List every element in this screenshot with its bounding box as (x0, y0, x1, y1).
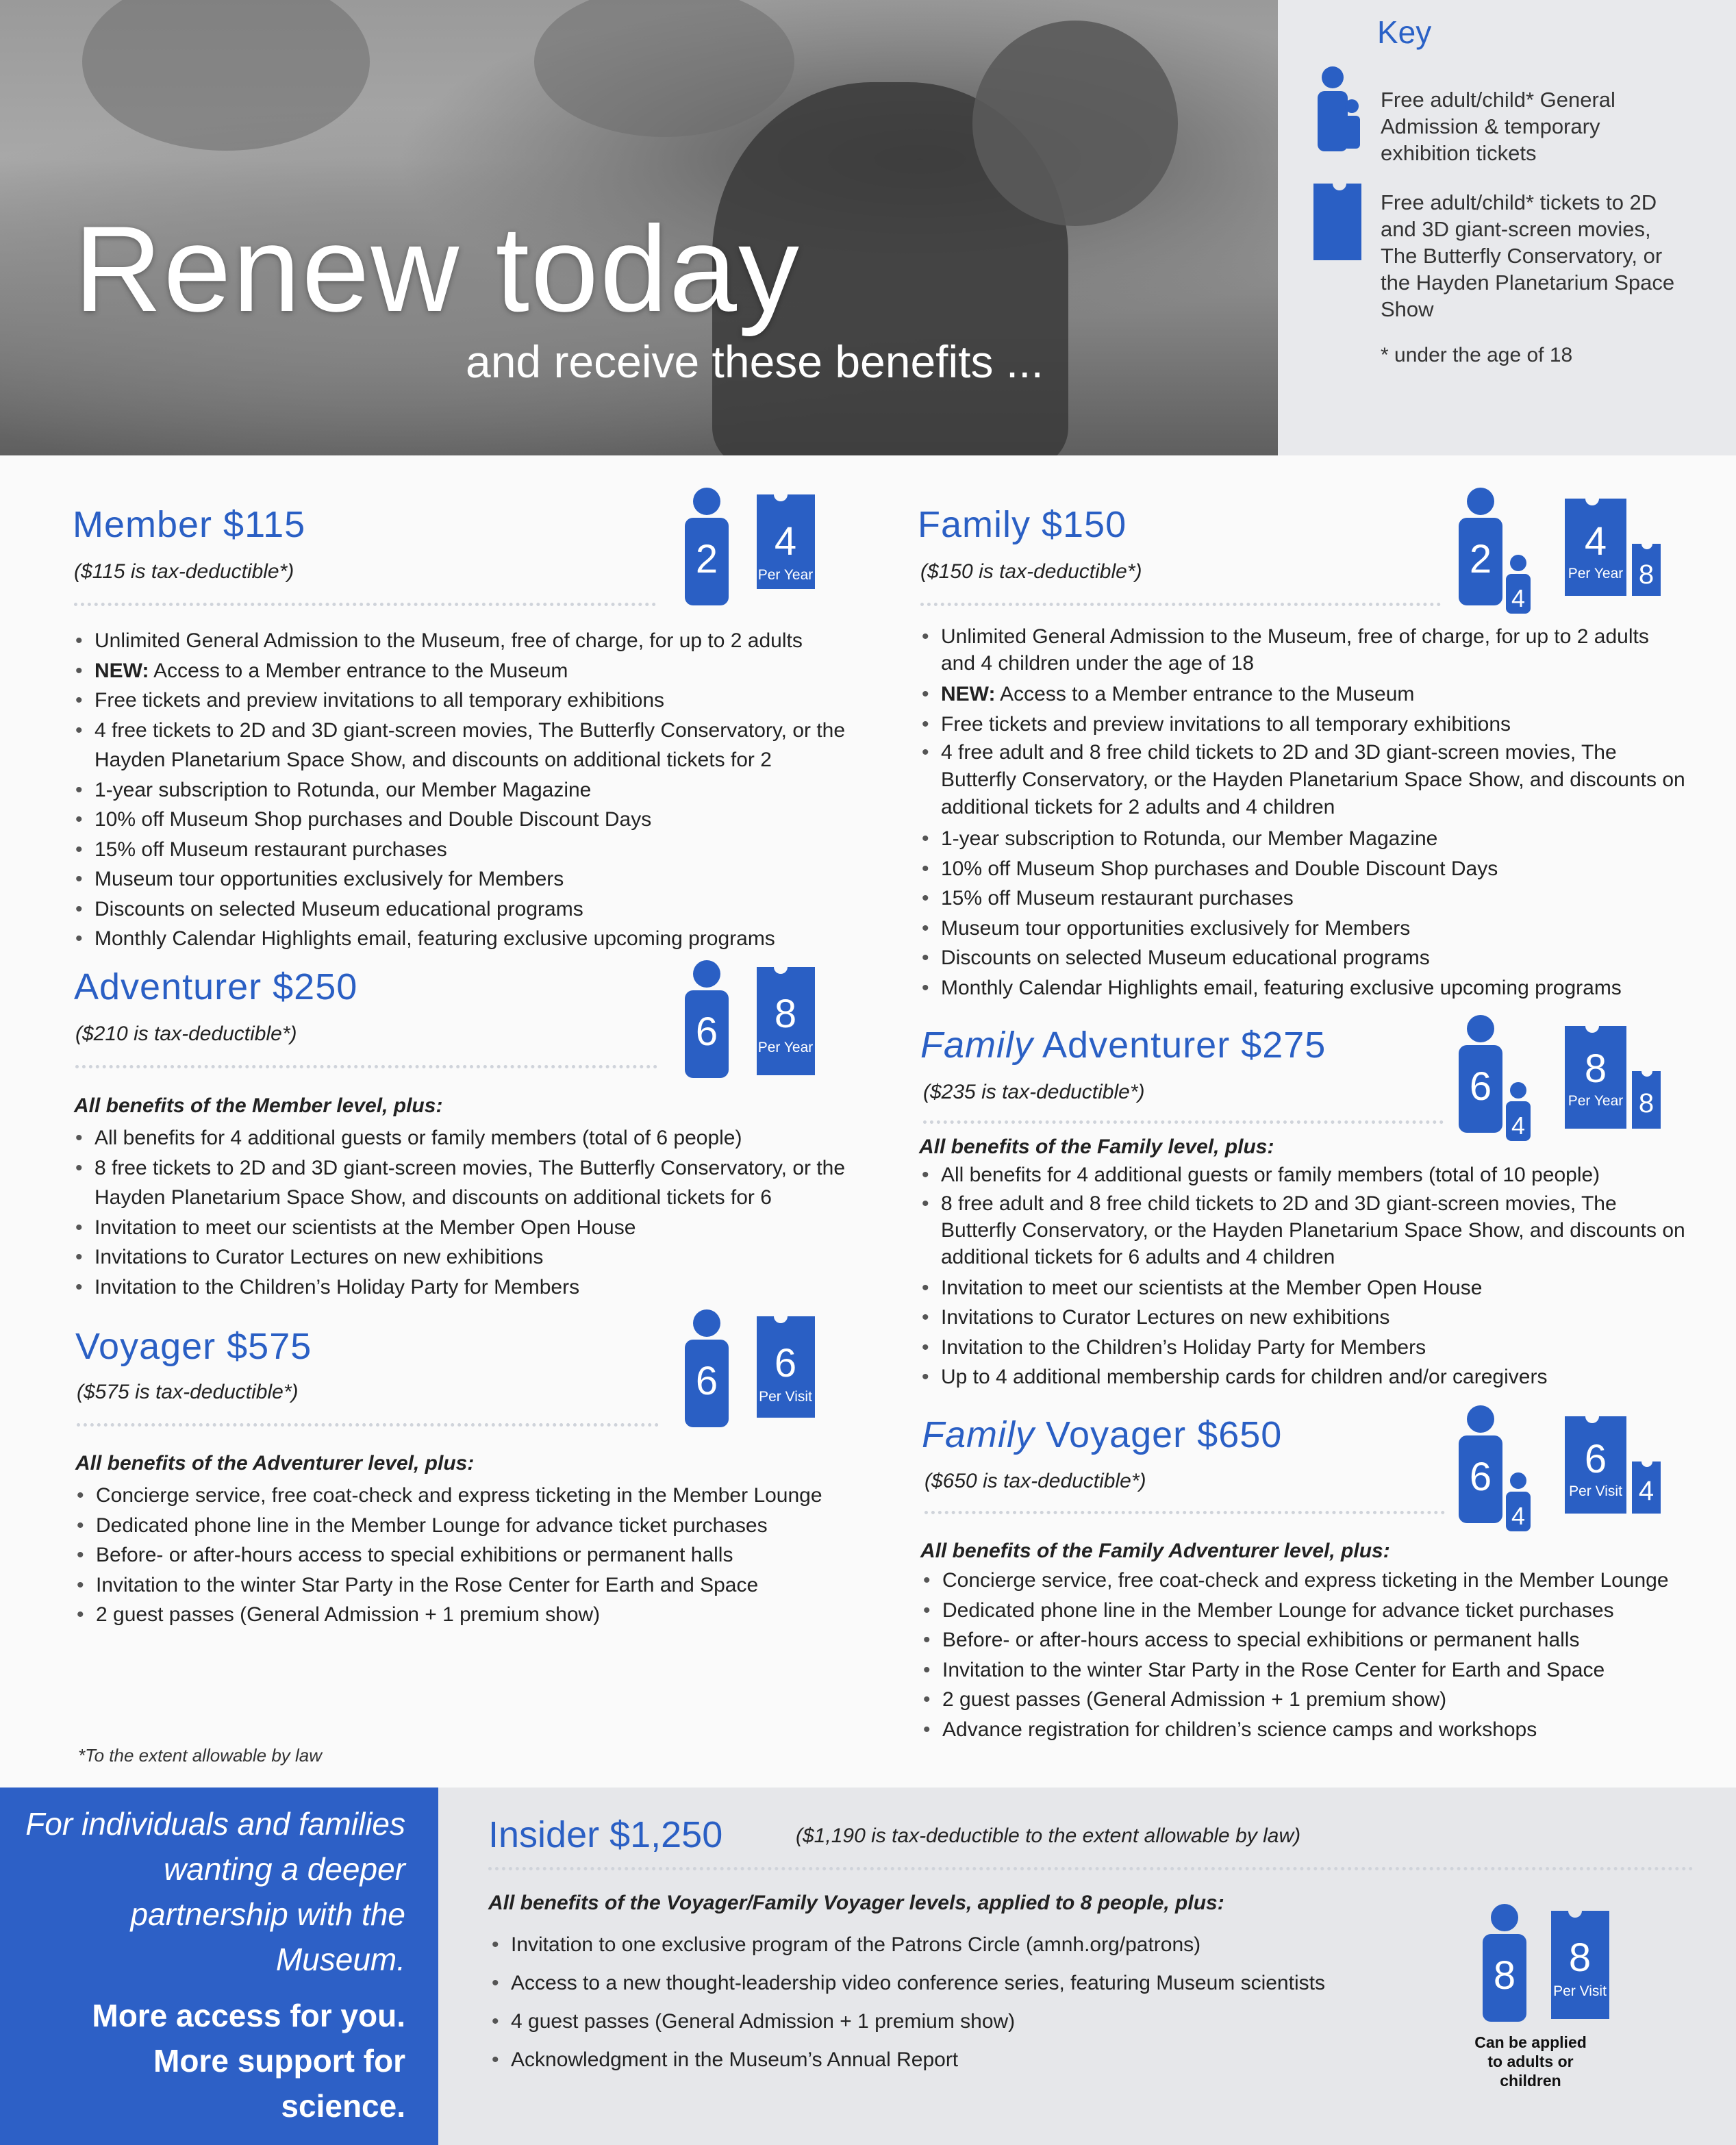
tier-tax-insider: ($1,190 is tax-deductible to the extent allowable by law) (796, 1824, 1301, 1847)
member-per: Per Year (757, 567, 814, 583)
list-item: • 10% off Museum Shop purchases and Double Discount Days (920, 854, 1687, 884)
family-people: 2 (1469, 537, 1492, 581)
list-item: • 8 free tickets to 2D and 3D giant-screen movies, The Butterfly Conservatory, or the Hayden Planetarium Space Show, and discounts on additional tickets for 6 (74, 1153, 861, 1213)
list-item: • Concierge service, free coat-check and express ticketing in the Member Lounge (922, 1566, 1689, 1596)
list-item: • All benefits for 4 additional guests or family members (total of 6 people) (74, 1123, 861, 1153)
list-item: • Invitations to Curator Lectures on new exhibitions (920, 1303, 1687, 1333)
list-item: • Invitation to the winter Star Party in the Rose Center for Earth and Space (922, 1655, 1689, 1685)
list-item: • Invitation to meet our scientists at the Member Open House (74, 1213, 861, 1243)
list-item: • Free tickets and preview invitations to all temporary exhibitions (74, 686, 861, 716)
member-people: 2 (695, 537, 718, 581)
voyager-tickets: 6 (774, 1341, 797, 1385)
divider (920, 603, 1441, 606)
hero-subtitle: and receive these benefits ... (466, 336, 1044, 387)
key-heading: Key (1377, 14, 1432, 50)
list-item: • Dedicated phone line in the Member Lounge for advance ticket purchases (75, 1511, 863, 1541)
tier-title-adventurer: Adventurer $250 (74, 966, 358, 1007)
hero-banner (0, 0, 1278, 455)
list-item: • Before- or after-hours access to special exhibitions or permanent halls (922, 1625, 1689, 1655)
tier-tax-family: ($150 is tax-deductible*) (920, 560, 1142, 583)
fv-per: Per Visit (1569, 1483, 1622, 1499)
list-item: • Invitation to the Children’s Holiday Party for Members (74, 1272, 861, 1303)
divider (923, 1120, 1444, 1124)
adventurer-benefits (74, 1123, 861, 1302)
list-item: • Before- or after-hours access to special exhibitions or permanent halls (75, 1540, 863, 1570)
insider-promo (0, 1788, 438, 2145)
list-item: • 10% off Museum Shop purchases and Double Discount Days (74, 805, 861, 835)
list-item: • Discounts on selected Museum educational programs (74, 894, 861, 925)
voyager-per: Per Visit (759, 1389, 812, 1405)
family-tickets: 4 (1584, 519, 1607, 564)
family-voyager-intro: All benefits of the Family Adventurer level, plus: (920, 1540, 1390, 1562)
tier-tax-member: ($115 is tax-deductible*) (74, 560, 294, 583)
list-item: • 2 guest passes (General Admission + 1 premium show) (922, 1685, 1689, 1715)
insider-tickets: 8 (1568, 1935, 1592, 1980)
tier-tax-voyager: ($575 is tax-deductible*) (77, 1381, 299, 1403)
list-item: • 1-year subscription to Rotunda, our Member Magazine (920, 824, 1687, 854)
fa-child-tickets: 8 (1638, 1088, 1655, 1118)
member-benefits (74, 626, 861, 954)
fa-tickets: 8 (1584, 1046, 1607, 1091)
family-benefits (920, 623, 1687, 1003)
voyager-intro: All benefits of the Adventurer level, plus: (75, 1452, 475, 1475)
list-item: • Museum tour opportunities exclusively for Members (74, 864, 861, 894)
family-count-icon (1455, 486, 1674, 616)
person-icon (1312, 65, 1360, 154)
list-item: • Up to 4 additional membership cards for children and/or caregivers (920, 1362, 1687, 1392)
insider-intro: All benefits of the Voyager/Family Voyager levels, applied to 8 people, plus: (488, 1892, 1224, 1914)
list-item: • Unlimited General Admission to the Museum, free of charge, for up to 2 adults and 4 children under the age of 18 (920, 623, 1687, 677)
tier-tax-family-adventurer: ($235 is tax-deductible*) (923, 1081, 1145, 1103)
insider-count-icon (1479, 1903, 1616, 2026)
adventurer-people: 6 (695, 1009, 718, 1054)
list-item: • 4 guest passes (General Admission + 1 premium show) (490, 2003, 1449, 2041)
list-item: • 1-year subscription to Rotunda, our Member Magazine (74, 775, 861, 805)
family-voyager-benefits (922, 1566, 1689, 1744)
list-item: • 4 free tickets to 2D and 3D giant-screen movies, The Butterfly Conservatory, or the Hayden Planetarium Space Show, and discounts on additional tickets for 2 (74, 716, 861, 775)
list-item: • Unlimited General Admission to the Museum, free of charge, for up to 2 adults (74, 626, 861, 656)
family-adventurer-benefits (920, 1160, 1687, 1392)
hero-title: Renew today (74, 201, 801, 337)
family-adventurer-intro: All benefits of the Family level, plus: (919, 1136, 1274, 1158)
list-item: • Invitation to the Children’s Holiday Party for Members (920, 1333, 1687, 1363)
footnote: *To the extent allowable by law (78, 1745, 323, 1766)
fa-children: 4 (1511, 1112, 1526, 1140)
tier-tax-adventurer: ($210 is tax-deductible*) (75, 1023, 297, 1045)
list-item: • 15% off Museum restaurant purchases (74, 835, 861, 865)
list-item: • Advance registration for children’s science camps and workshops (922, 1715, 1689, 1745)
new-label: NEW: (95, 659, 149, 682)
adventurer-per: Per Year (757, 1040, 814, 1055)
member-tickets: 4 (774, 519, 797, 564)
divider (75, 1065, 657, 1068)
person-count-icon (681, 1308, 818, 1431)
list-item: • Monthly Calendar Highlights email, featuring exclusive upcoming programs (920, 973, 1687, 1003)
key-item-tickets: Free adult/child* tickets to 2D and 3D giant-screen movies, The Butterfly Conservatory, or the Hayden Planetarium Space Show (1381, 190, 1675, 321)
key-note: * under the age of 18 (1381, 344, 1573, 366)
tier-title-family-adventurer: Family Adventurer $275 (920, 1025, 1326, 1066)
insider-caption: Can be applied to adults or children (1474, 2033, 1587, 2090)
list-item: • NEW: Access to a Member entrance to the Museum (74, 656, 861, 686)
list-item: • Free tickets and preview invitations to all temporary exhibitions (920, 710, 1687, 740)
family-per: Per Year (1568, 566, 1624, 581)
family-count-icon (1455, 1014, 1674, 1144)
list-item: • 4 free adult and 8 free child tickets to 2D and 3D giant-screen movies, The Butterfly Conservatory, or the Hayden Planetarium Space Show, and discounts on additional tickets for 2 adults and 4 children (920, 739, 1687, 821)
list-item: • Discounts on selected Museum educational programs (920, 943, 1687, 973)
list-item: • Invitation to one exclusive program of the Patrons Circle (amnh.org/patrons) (490, 1926, 1449, 1964)
fv-child-tickets: 4 (1638, 1476, 1655, 1506)
family-count-icon (1455, 1404, 1674, 1534)
divider (74, 603, 656, 606)
insider-people: 8 (1493, 1953, 1516, 1998)
family-children: 4 (1511, 584, 1526, 612)
list-item: • Dedicated phone line in the Member Lounge for advance ticket purchases (922, 1596, 1689, 1626)
tier-title-family-voyager: Family Voyager $650 (922, 1414, 1283, 1455)
ticket-icon (1313, 184, 1361, 260)
person-count-icon (681, 486, 818, 610)
insider-motto: More access for you. More support for science. (92, 1998, 405, 2124)
person-count-icon (681, 959, 818, 1082)
list-item: • Acknowledgment in the Museum’s Annual Report (490, 2041, 1449, 2079)
voyager-people: 6 (695, 1359, 718, 1403)
tier-title-family: Family $150 (918, 504, 1127, 545)
insider-quote: For individuals and families wanting a deeper partnership with the Museum. (25, 1806, 405, 1977)
tier-title-insider: Insider $1,250 (488, 1814, 723, 1855)
fv-people: 6 (1469, 1455, 1492, 1499)
divider (924, 1511, 1445, 1514)
fa-people: 6 (1469, 1064, 1492, 1109)
list-item: • 8 free adult and 8 free child tickets to 2D and 3D giant-screen movies, The Butterfly Conservatory, or the Hayden Planetarium Space Show, and discounts on additional tickets for 6 adults and 4 children (920, 1190, 1687, 1270)
key-item-admission: Free adult/child* General Admission & temporary exhibition tickets (1381, 88, 1615, 165)
list-item: • Museum tour opportunities exclusively for Members (920, 914, 1687, 944)
list-item: • All benefits for 4 additional guests or family members (total of 10 people) (920, 1160, 1687, 1190)
key-panel (1278, 0, 1736, 455)
tier-title-voyager: Voyager $575 (75, 1326, 312, 1367)
tier-tax-family-voyager: ($650 is tax-deductible*) (924, 1470, 1146, 1492)
list-item: • Monthly Calendar Highlights email, featuring exclusive upcoming programs (74, 924, 861, 954)
divider (77, 1423, 659, 1427)
voyager-benefits (75, 1481, 863, 1630)
adventurer-intro: All benefits of the Member level, plus: (74, 1094, 443, 1117)
lion-image (972, 21, 1178, 226)
list-item: • Invitation to meet our scientists at the Member Open House (920, 1273, 1687, 1303)
insider-benefits (490, 1926, 1449, 2079)
list-item: • Concierge service, free coat-check and express ticketing in the Member Lounge (75, 1481, 863, 1511)
list-item: • NEW: Access to a Member entrance to the Museum (920, 679, 1687, 710)
new-label: NEW: (941, 683, 996, 705)
divider (488, 1867, 1694, 1870)
tier-title-member: Member $115 (73, 504, 306, 545)
list-item: • 15% off Museum restaurant purchases (920, 883, 1687, 914)
fa-per: Per Year (1568, 1093, 1624, 1109)
list-item: • Invitations to Curator Lectures on new exhibitions (74, 1242, 861, 1272)
list-item: • Access to a new thought-leadership video conference series, featuring Museum scientists (490, 1964, 1449, 2003)
fv-tickets: 6 (1584, 1437, 1607, 1481)
insider-per: Per Visit (1553, 1983, 1607, 1999)
list-item: • 2 guest passes (General Admission + 1 premium show) (75, 1600, 863, 1630)
adventurer-tickets: 8 (774, 992, 797, 1036)
family-child-tickets: 8 (1638, 560, 1655, 590)
list-item: • Invitation to the winter Star Party in the Rose Center for Earth and Space (75, 1570, 863, 1601)
fv-children: 4 (1511, 1502, 1526, 1530)
